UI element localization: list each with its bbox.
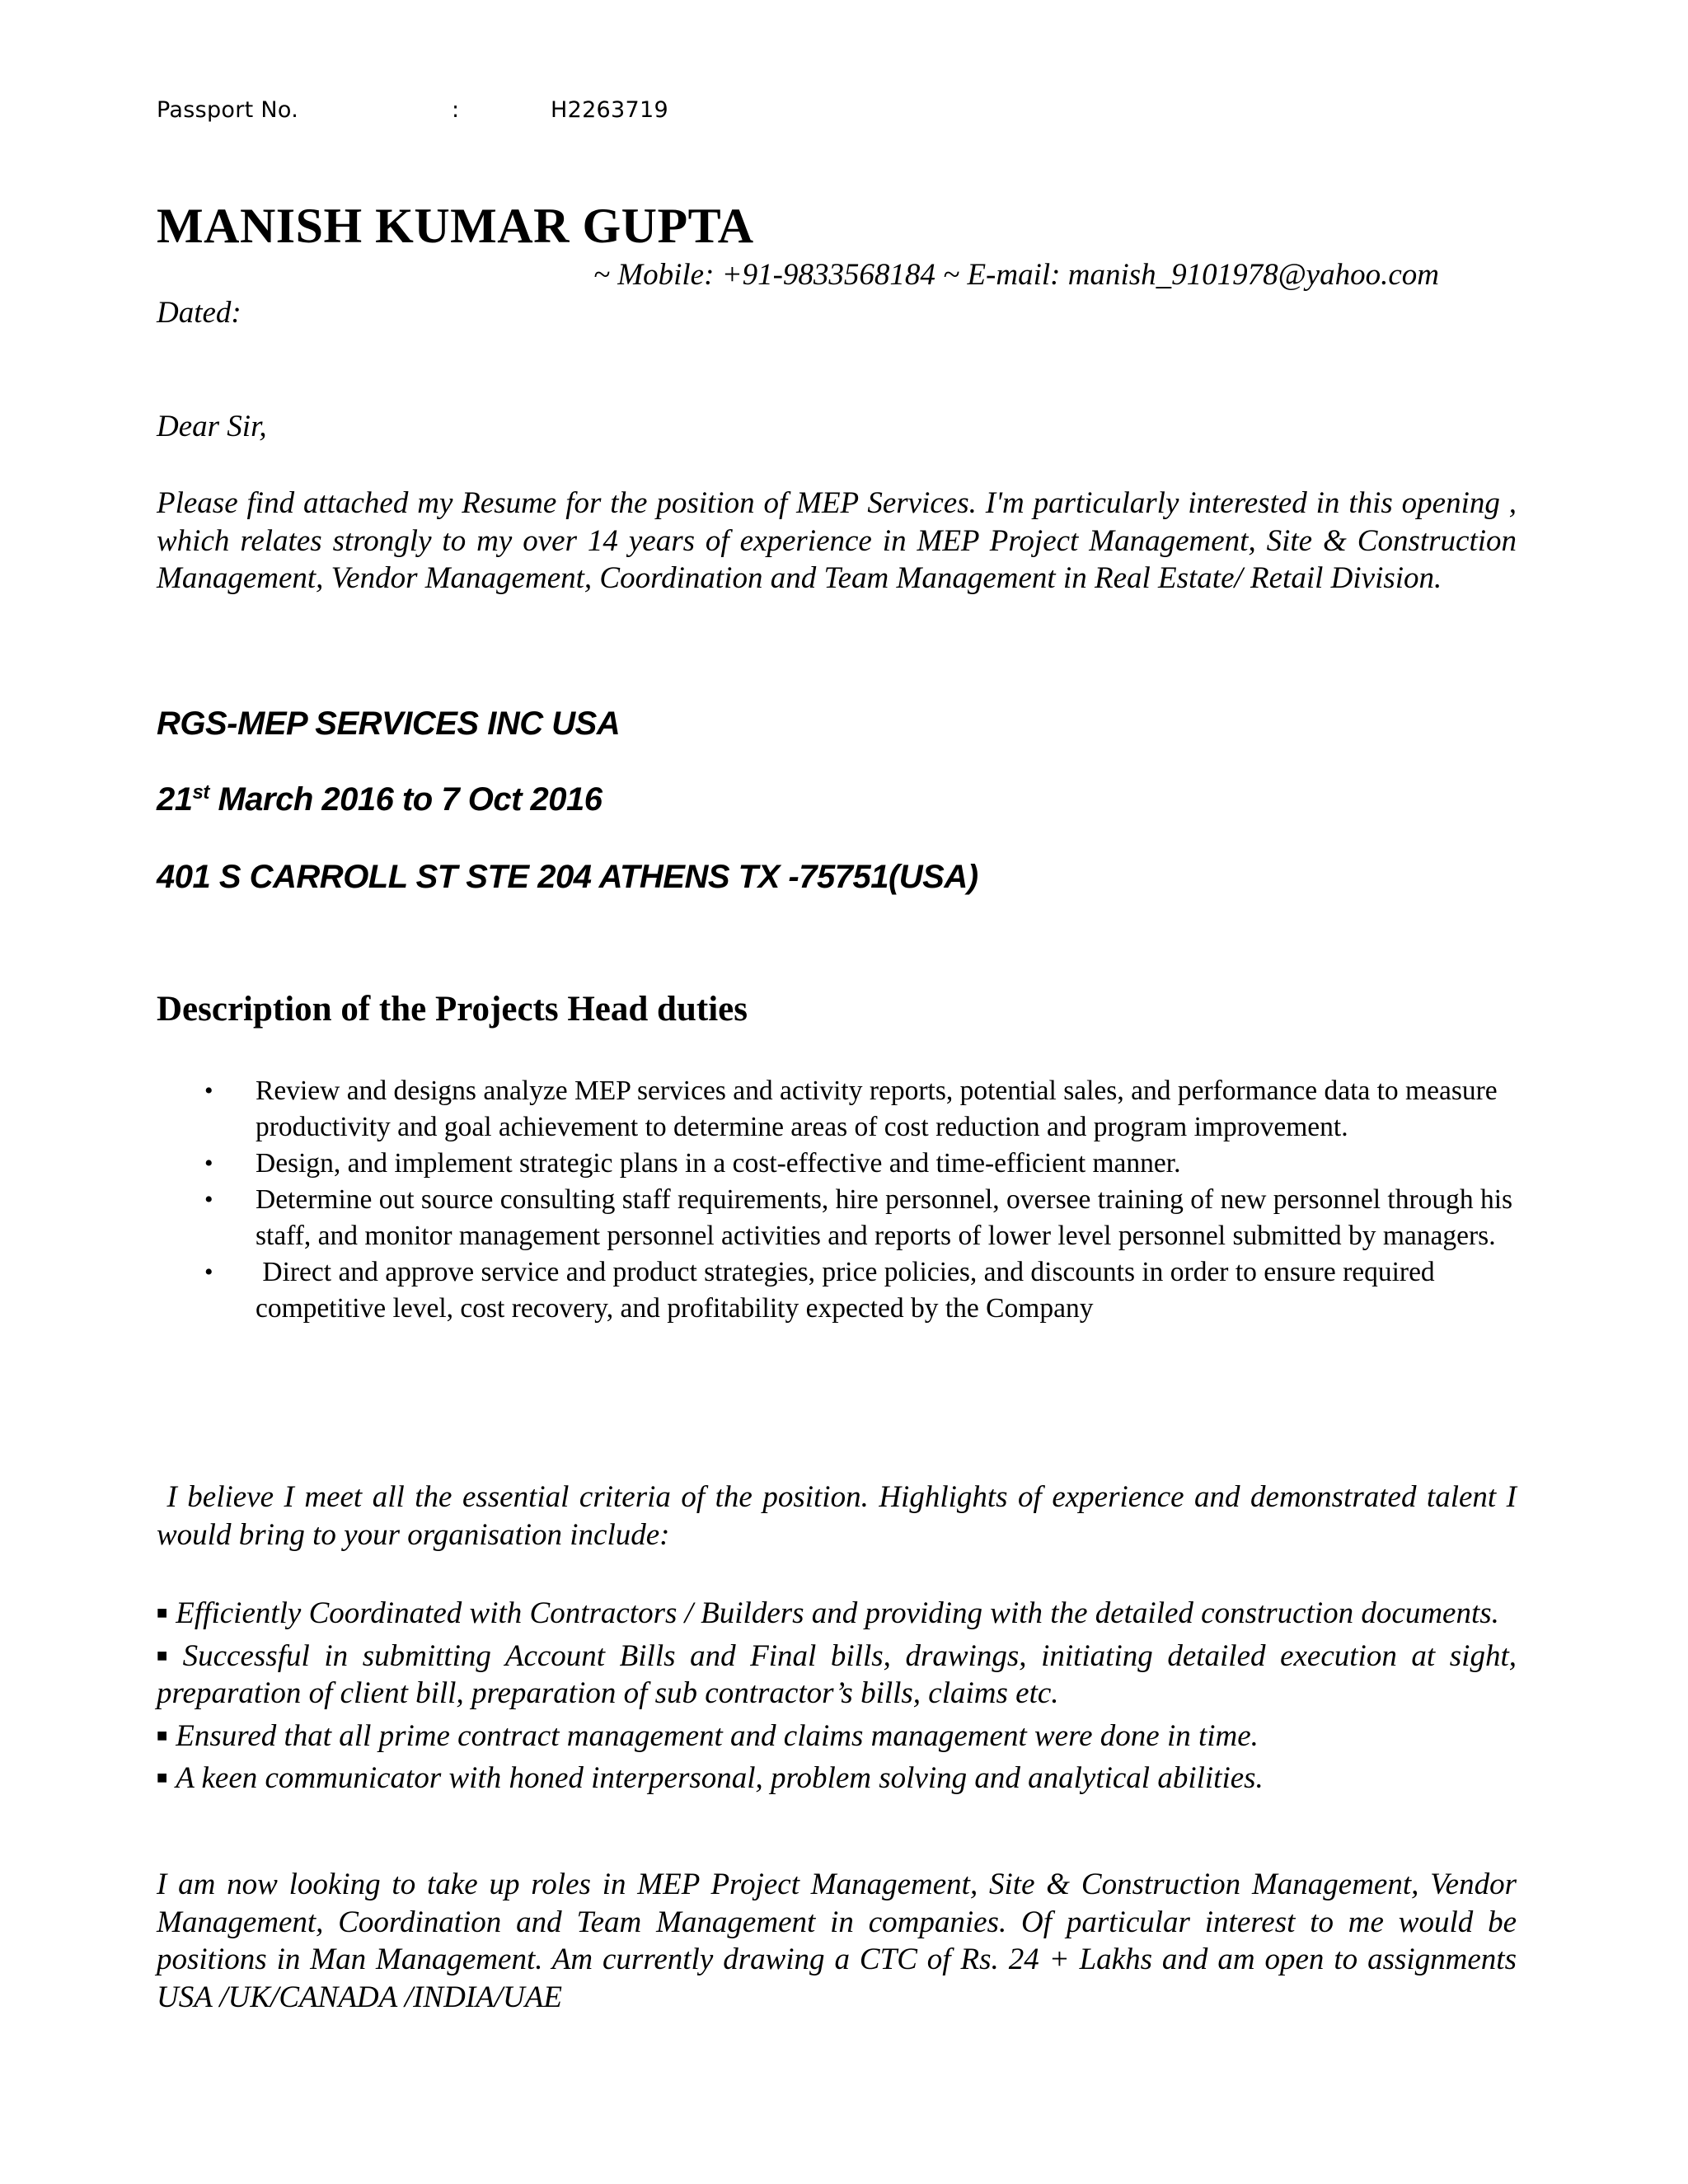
square-bullet-icon: ■	[157, 1644, 175, 1666]
list-item	[198, 1182, 1517, 1254]
passport-separator: :	[452, 97, 460, 123]
duty-text: Direct and approve service and product strategies, price policies, and discounts in order to ensure required competitive level, cost recovery, and profitability expected by the Company	[256, 1257, 1442, 1324]
list-item	[157, 1637, 1517, 1713]
duty-text: Determine out source consulting staff requirements, hire personnel, oversee training of new personnel through his staff, and monitor management personnel activities and reports of lower level personnel submitted by managers.	[256, 1184, 1513, 1251]
bullet-icon: •	[204, 1258, 213, 1286]
list-item	[198, 1254, 1517, 1327]
duty-text: Review and designs analyze MEP services and activity reports, potential sales, and performance data to measure productivity and goal achievement to determine areas of cost reduction and program improvement.	[256, 1076, 1498, 1142]
closing-paragraph: I am now looking to take up roles in MEP Project Management, Site & Construction Management, Vendor Management, Coordination and Team Management in companies. Of particular interest to me would be positions in Man Management. Am currently drawing a CTC of Rs. 24 + Lakhs and am open to assignments USA /UK/CANADA /INDIA/UAE	[157, 1868, 1517, 2014]
contact-details: ~ Mobile: +91-9833568184 ~ E-mail: manish_9101978@yahoo.com	[593, 258, 1439, 292]
passport-label: Passport No.	[157, 97, 299, 123]
duties-heading: Description of the Projects Head duties	[157, 990, 748, 1029]
highlight-text: Efficiently Coordinated with Contractors / Builders and providing with the detailed construction documents.	[176, 1596, 1499, 1630]
square-bullet-icon: ■	[157, 1602, 168, 1623]
highlights-list	[157, 1594, 1517, 1802]
highlight-text: A keen communicator with honed interpersonal, problem solving and analytical abilities.	[176, 1761, 1264, 1795]
list-item	[198, 1146, 1517, 1182]
applicant-name: MANISH KUMAR GUPTA	[157, 199, 754, 253]
company-address: 401 S CARROLL ST STE 204 ATHENS TX -75751(USA)	[157, 859, 978, 895]
list-item	[157, 1717, 1517, 1755]
list-item	[157, 1594, 1517, 1633]
highlight-text: Ensured that all prime contract management and claims management were done in time.	[176, 1718, 1259, 1753]
period-day-suffix: st	[192, 781, 209, 804]
salutation: Dear Sir,	[157, 410, 267, 443]
intro-paragraph: Please find attached my Resume for the position of MEP Services. I'm particularly interested in this opening , which relates strongly to my over 14 years of experience in MEP Project Management, Site & Construction Management, Vendor Management, Coordination and Team Management in Real Estate/ Retail Division.	[157, 486, 1517, 595]
duties-list	[198, 1073, 1517, 1327]
passport-number: H2263719	[551, 97, 668, 123]
dated-label: Dated:	[157, 296, 241, 330]
period-day: 21	[157, 781, 193, 818]
bullet-icon: •	[204, 1077, 213, 1104]
period-rest: March 2016 to 7 Oct 2016	[209, 781, 603, 818]
square-bullet-icon: ■	[157, 1767, 168, 1788]
highlight-text: Successful in submitting Account Bills and Final bills, drawings, initiating detailed execution at sight, preparation of client bill, preparation of sub contractor’s bills, claims etc.	[157, 1638, 1517, 1710]
bullet-icon: •	[204, 1150, 213, 1177]
highlights-intro: I believe I meet all the essential criteria of the position. Highlights of experience and demonstrated talent I would bring to your organisation include:	[157, 1480, 1525, 1552]
duty-text: Design, and implement strategic plans in a cost-effective and time-efficient manner.	[256, 1148, 1181, 1179]
company-name: RGS-MEP SERVICES INC USA	[157, 705, 621, 742]
list-item	[198, 1073, 1517, 1146]
bullet-icon: •	[204, 1186, 213, 1213]
square-bullet-icon: ■	[157, 1724, 168, 1746]
employment-period	[157, 781, 602, 818]
list-item	[157, 1759, 1517, 1797]
